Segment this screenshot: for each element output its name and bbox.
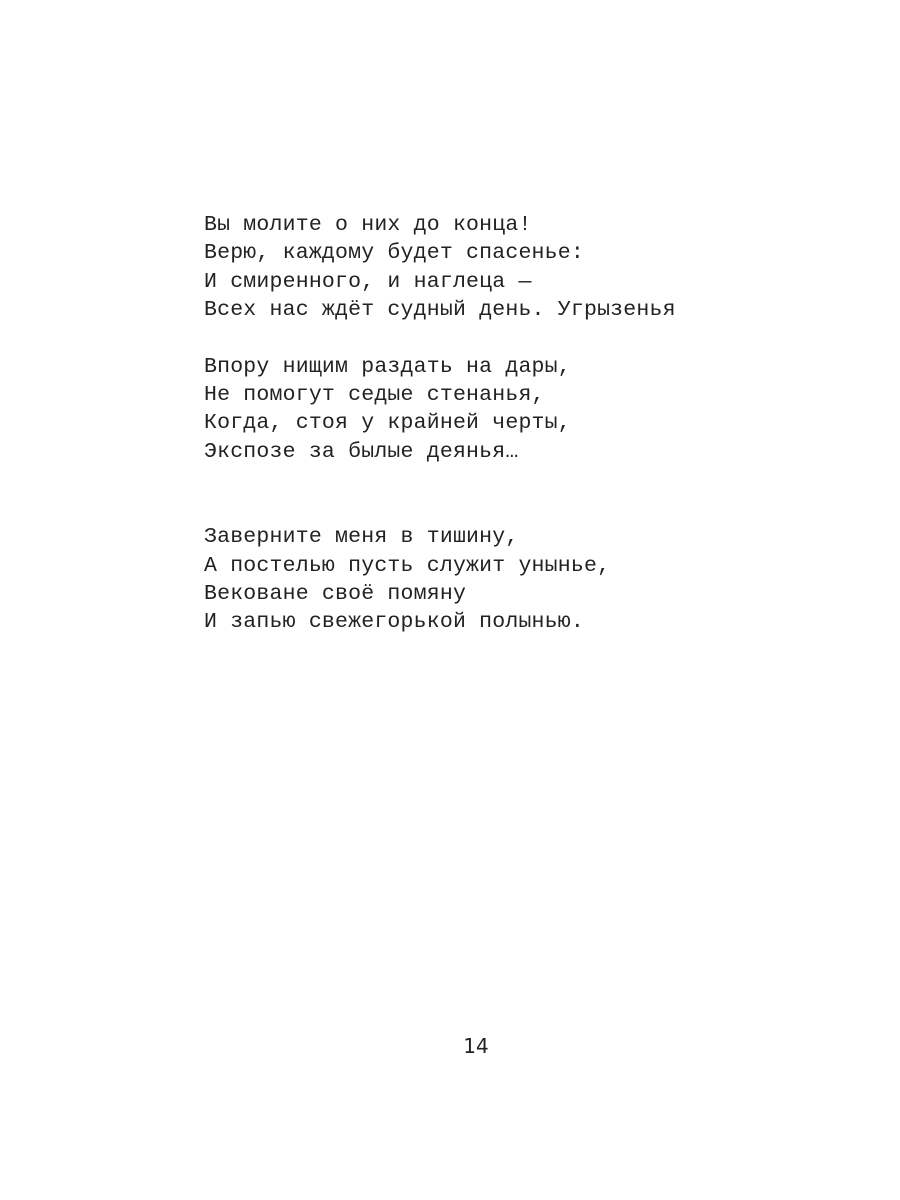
poem-line: Верю, каждому будет спасенье: — [204, 241, 584, 266]
poem-line: И запью свежегорькой полынью. — [204, 610, 584, 635]
poem — [204, 211, 844, 637]
poem-line: Вековане своё помяну — [204, 581, 467, 606]
stanza — [204, 211, 844, 325]
poem-line: Впору нищим раздать на дары, — [204, 354, 571, 379]
stanza — [204, 353, 844, 467]
poem-line: Не помогут седые стенанья, — [204, 382, 545, 407]
poem-line: Когда, стоя у крайней черты, — [204, 411, 571, 436]
poem-line: И смиренного, и наглеца — — [204, 269, 532, 294]
poem-line: А постелью пусть служит уныньe, — [204, 553, 611, 578]
page-number: 14 — [463, 1034, 489, 1058]
poem-line: Экспозе за былые деянья… — [204, 439, 519, 464]
poem-line: Всех нас ждёт судный день. Угрызенья — [204, 298, 676, 323]
poem-line: Вы молите о них до конца! — [204, 213, 532, 237]
poem-line: Заверните меня в тишину, — [204, 525, 519, 550]
stanza — [204, 523, 844, 637]
